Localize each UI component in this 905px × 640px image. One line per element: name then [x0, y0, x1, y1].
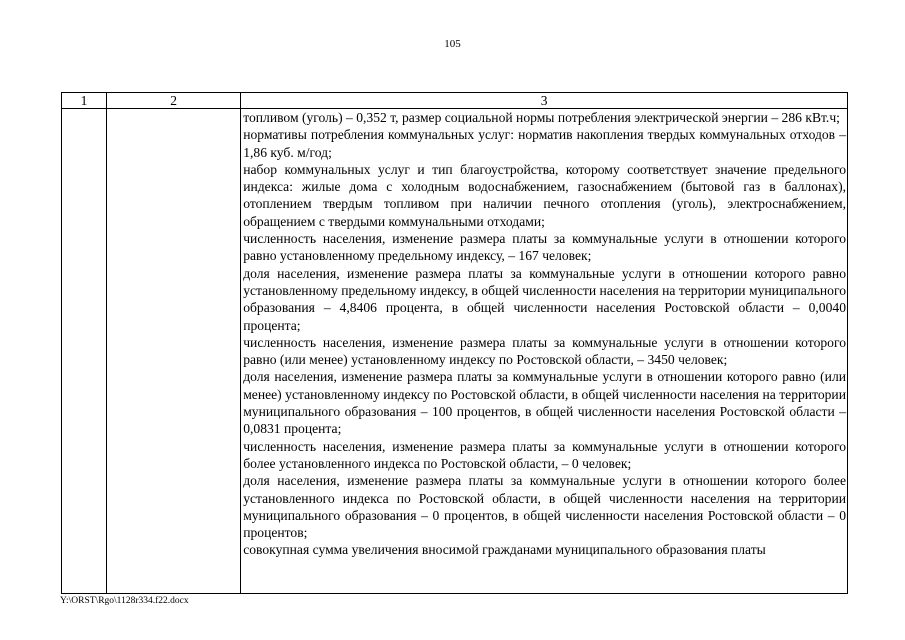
table-cell-col3	[241, 109, 848, 594]
paragraph-share-equal: доля населения, изменение размера платы за коммунальные услуги в отношении которого равно установленному предельному индексу, в общей численности населения на территории муниципального образования – 4,8406 процента, в общей численности населения Ростовской области – 0,0040 процента;	[243, 265, 846, 333]
column-header-3: 3	[241, 93, 848, 109]
paragraph-population-equal: численность населения, изменение размера платы за коммунальные услуги в отношении которого равно установленному предельному индексу, – 167 человек;	[243, 231, 846, 264]
table-row	[62, 109, 848, 594]
table-header-row	[62, 93, 848, 109]
table-cell-col2	[107, 109, 241, 594]
column-header-2: 2	[107, 93, 241, 109]
paragraph-population-less: численность населения, изменение размера платы за коммунальные услуги в отношении которого равно (или менее) установленному индексу по Ростовской области, – 3450 человек;	[243, 334, 846, 368]
paragraph-share-more: доля населения, изменение размера платы за коммунальные услуги в отношении которого более установленного индекса по Ростовской области, в общей численности населения на территории муниципального образования – 0 процентов, в общей численности населения Ростовской области – 0 процентов;	[243, 473, 846, 541]
paragraph-share-less: доля населения, изменение размера платы за коммунальные услуги в отношении которого равно (или менее) установленному индексу по Ростовской области, в общей численности населения на территории муниципального образования – 100 процентов, в общей численности населения Ростовской области – 0,0831 процента;	[243, 369, 846, 437]
page-number: 105	[444, 38, 461, 50]
document-table	[61, 92, 848, 594]
cell-text-block	[241, 109, 847, 593]
paragraph-total-increase: совокупная сумма увеличения вносимой гражданами муниципального образования платы	[243, 542, 766, 558]
paragraph-population-more: численность населения, изменение размера платы за коммунальные услуги в отношении которого более установленного индекса по Ростовской области, – 0 человек;	[243, 438, 846, 471]
footer-file-path: Y:\ORST\Rgo\1128r334.f22.docx	[60, 596, 189, 606]
table-cell-col1	[62, 109, 107, 594]
paragraph-fuel-norm: топливом (уголь) – 0,352 т, размер социальной нормы потребления электрической энергии – 286 кВт.ч;	[243, 110, 840, 125]
paragraph-service-set: набор коммунальных услуг и тип благоустройства, которому соответствует значение предельного индекса: жилые дома с холодным водоснабжением, газоснабжением (бытовой газ в баллонах), отоплением твердым топливом при наличии печного отопления (уголь), электроснабжением, обращением с твердыми коммунальными отходами;	[243, 161, 846, 229]
paragraph-waste-norm: нормативы потребления коммунальных услуг: норматив накопления твердых коммунальных отходов – 1,86 куб. м/год;	[243, 127, 846, 160]
column-header-1: 1	[62, 93, 107, 109]
